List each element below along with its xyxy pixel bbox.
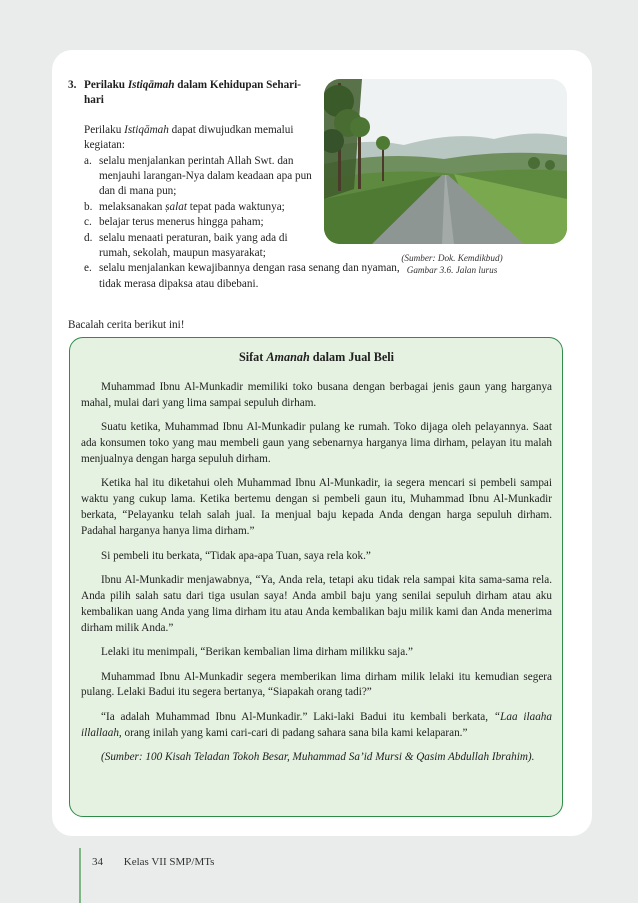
story-box: [69, 337, 563, 817]
story-paragraph: Muhammad Ibnu Al-Munkadir segera memberikan lima dirham milik lelaki itu kemudian segera pulang. Lelaki Badui itu segera bertanya, “Siapakah orang tadi?”: [81, 670, 552, 699]
story-source: (Sumber: 100 Kisah Teladan Tokoh Besar, Muhammad Sa’id Mursi & Qasim Abdullah Ibrahim).: [101, 751, 535, 764]
list-item: e. selalu menjalankan kewajibannya dengan rasa senang dan nyaman, tidak merasa dipaksa atau dibebani.: [84, 262, 400, 290]
section-title: 3. Perilaku Istiqāmah dalam Kehidupan Sehari-hari: [68, 78, 313, 109]
straight-road-photo: [324, 79, 567, 244]
figure-caption: [372, 252, 532, 276]
story-title: Sifat Amanah dalam Jual Beli: [238, 350, 395, 364]
page-footer: [92, 856, 214, 868]
page-number: 34: [92, 856, 103, 868]
figure-source: (Sumber: Dok. Kemdikbud): [401, 253, 503, 263]
story-paragraph: Ibnu Al-Munkadir menjawabnya, “Ya, Anda rela, tetapi aku tidak rela sampai kita sama-sama rela. Anda pilih salah satu dari tiga usulan saya! Anda ambil baju yang senilai sepuluh dirham atau aku kembalikan uang Anda yang lima dirham itu atau Anda kembalikan baju milik kami dan Anda menerima dirham milik Anda.”: [81, 573, 552, 634]
activity-list: [84, 154, 400, 293]
section-intro: Perilaku Istiqāmah dapat diwujudkan memalui kegiatan:: [84, 123, 294, 152]
story-paragraph: Lelaki itu menimpali, “Berikan kembalian lima dirham milikku saja.”: [101, 646, 413, 659]
story-paragraph: Muhammad Ibnu Al-Munkadir memiliki toko busana dengan berbagai jenis gaun yang harganya mahal, mulai dari yang lima sampai sepuluh dirham.: [81, 380, 552, 409]
list-item: a. selalu menjalankan perintah Allah Swt. dan menjauhi larangan-Nya dalam keadaan apa pun dan di mana pun;: [84, 154, 312, 198]
story-paragraph: Ketika hal itu diketahui oleh Muhammad Ibnu Al-Munkadir, ia segera mencari si pembeli sampai waktu yang cukup lama. Ketika bertemu dengan si pembeli gaun itu, Muhammad Ibnu Al-Munkadir berkata, “Pelayanku telah salah jual. Ia menjual baju kepada Anda dengan harga sepuluh dirham. Padahal harganya hanya lima dirham.”: [81, 477, 552, 538]
footer-rule: [79, 848, 81, 903]
list-item: d. selalu menaati peraturan, baik yang ada di rumah, sekolah, maupun masyarakat;: [84, 231, 288, 260]
list-item: c. belajar terus menerus hingga paham;: [84, 216, 264, 229]
list-item: b. melaksanakan ṣalat tepat pada waktunya;: [84, 200, 285, 213]
section-istiqamah: [68, 78, 400, 292]
story-paragraph: Si pembeli itu berkata, “Tidak apa-apa Tuan, saya rela kok.”: [101, 549, 371, 562]
road-illustration: [324, 79, 567, 244]
book-title: Kelas VII SMP/MTs: [123, 856, 215, 868]
section-number: 3.: [68, 79, 77, 91]
story-paragraph: “Ia adalah Muhammad Ibnu Al-Munkadir.” Laki-laki Badui itu kembali berkata, “Laa ilaaha illallaah, orang inilah yang kami cari-cari di padang sahara sana bila kami kelaparan.”: [81, 710, 552, 739]
story-paragraph: Suatu ketika, Muhammad Ibnu Al-Munkadir pulang ke rumah. Toko dijaga oleh pelayannya. Saat ada konsumen toko yang mau membeli gaun yang sebenarnya harganya lima dirham, pelayan itu malah menjualnya dengan harga sepuluh dirham.: [81, 421, 552, 466]
reading-prompt: Bacalah cerita berikut ini!: [68, 319, 185, 331]
figure-title: Gambar 3.6. Jalan lurus: [406, 265, 498, 275]
